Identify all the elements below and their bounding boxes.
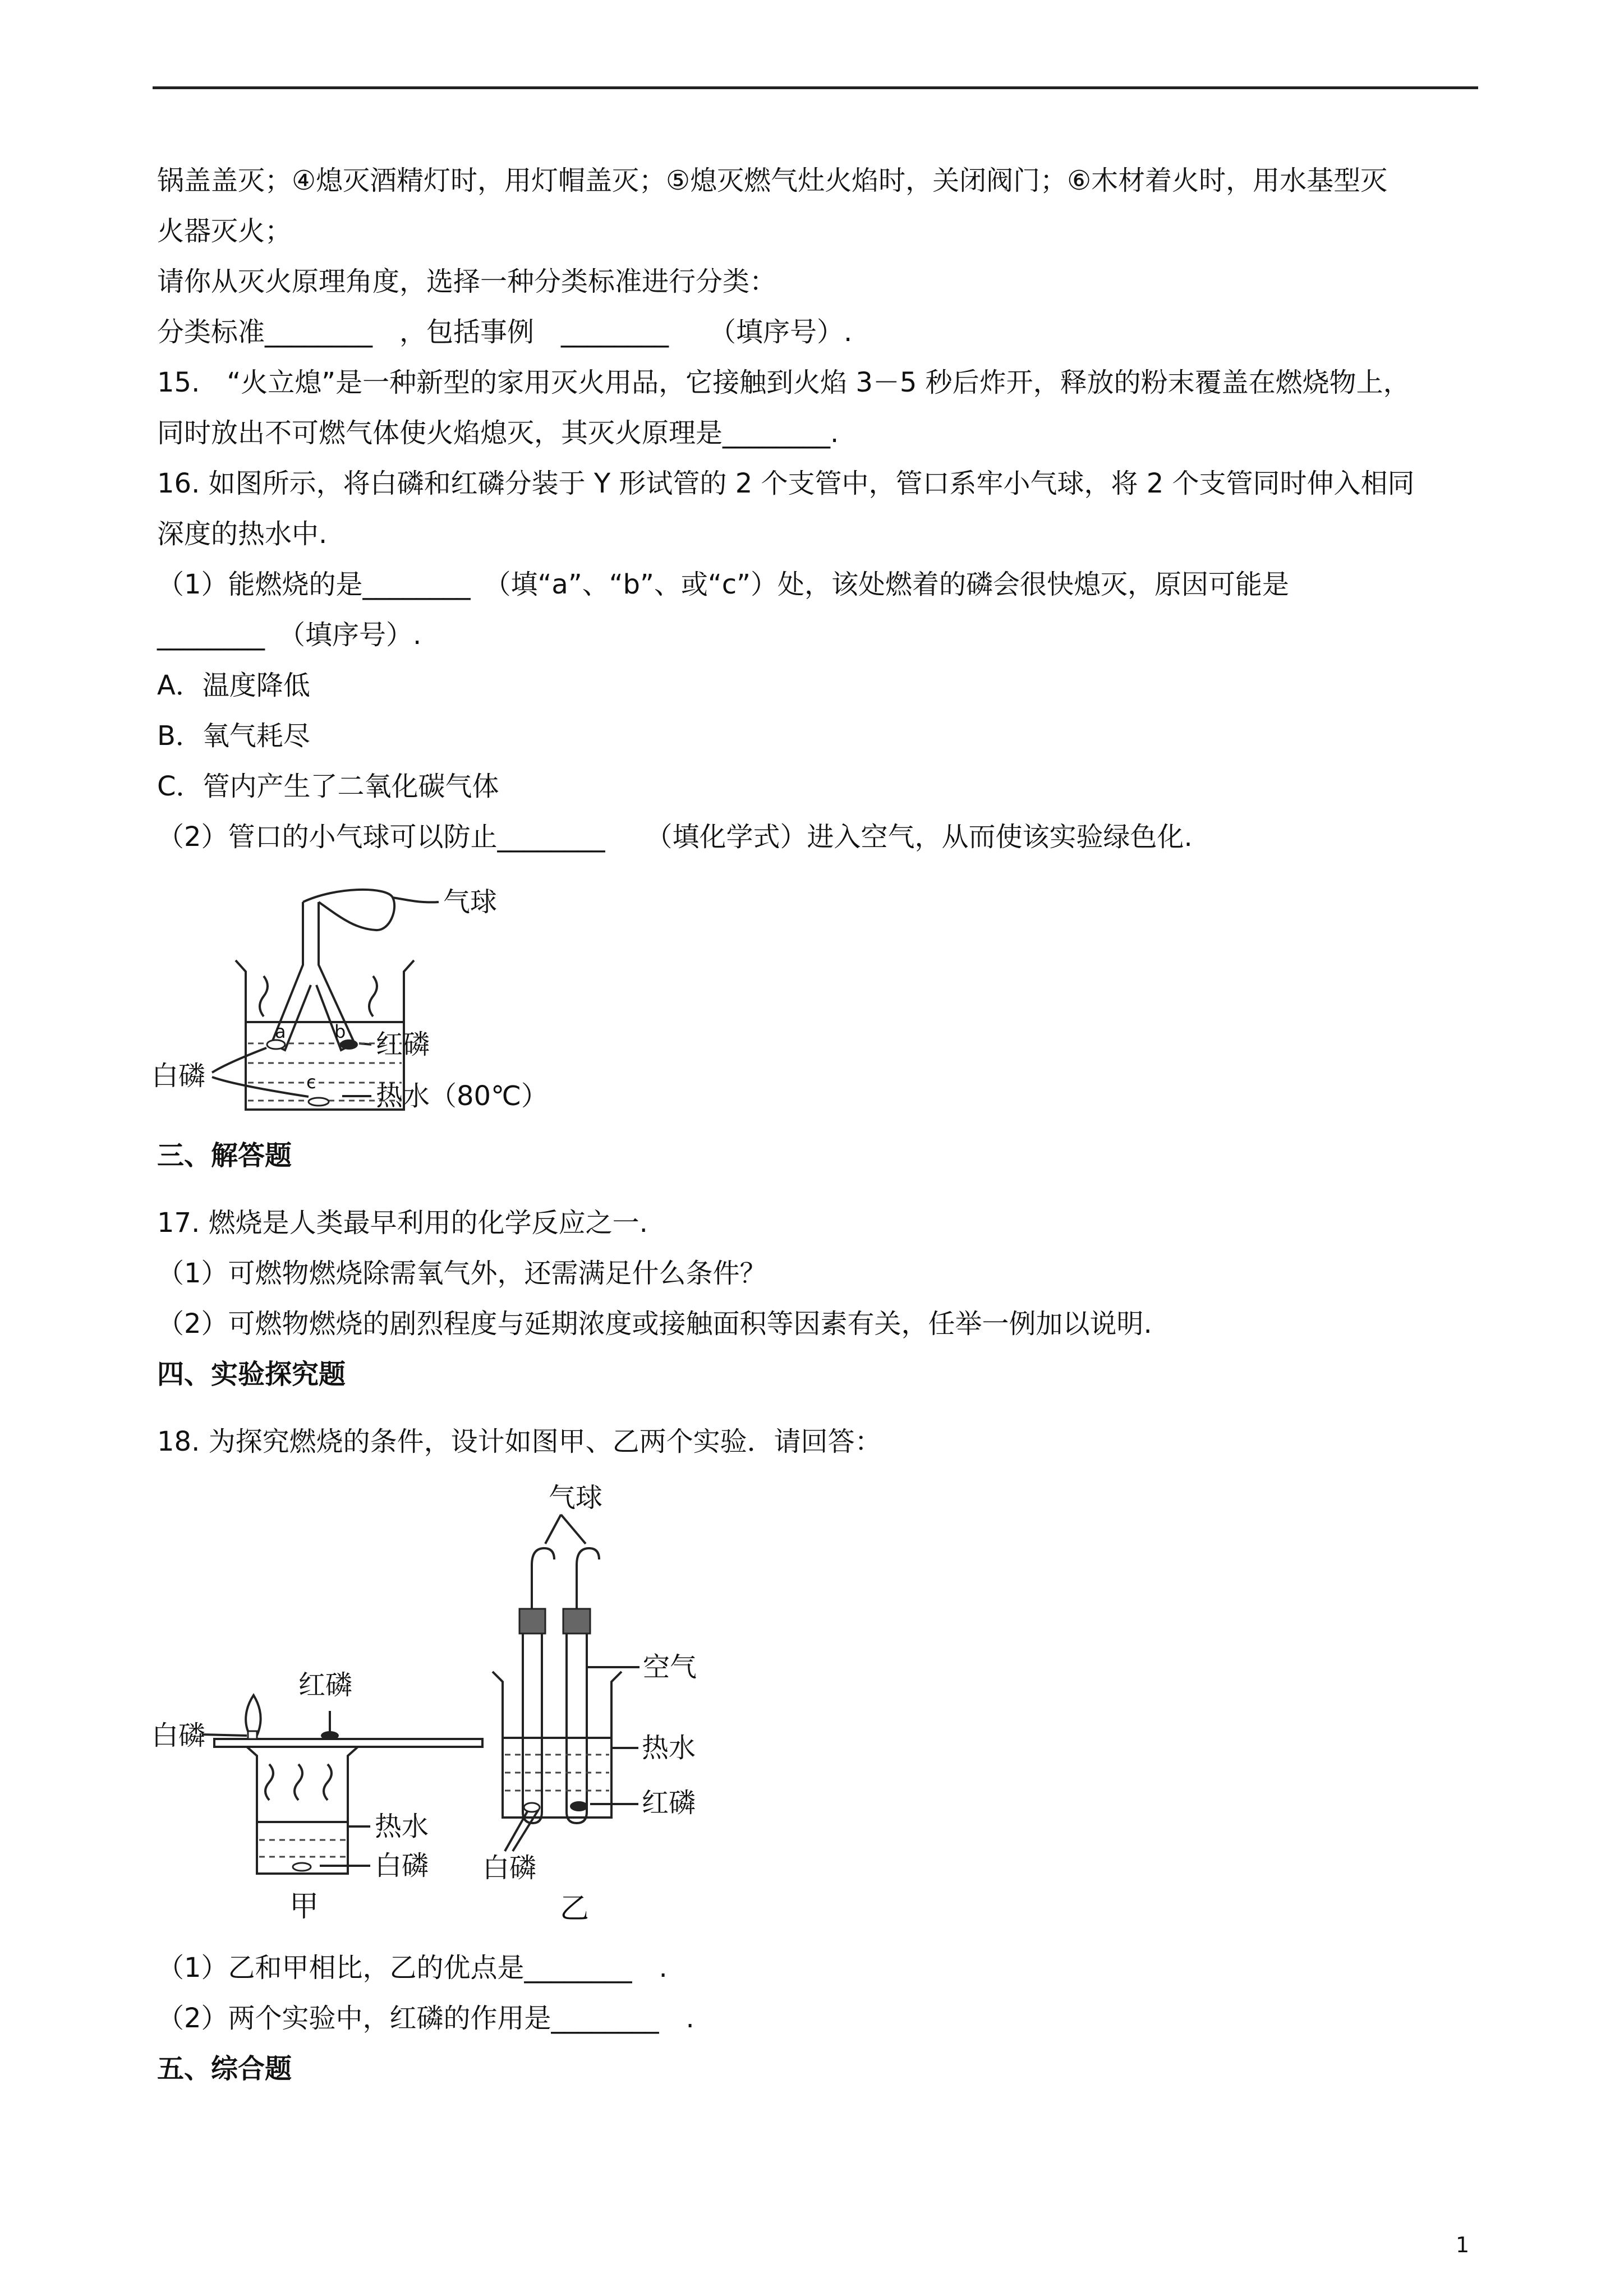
label-a: a <box>275 1021 286 1042</box>
label-white-phosphorus: 白磷 <box>482 1852 537 1884</box>
question-15: 15. “火立熄”是一种新型的家用灭火用品，它接触到火焰 3－5 秒后炸开，释放的粉末覆盖在燃烧物上， <box>157 367 1410 398</box>
text-line: 请你从灭火原理角度，选择一种分类标准进行分类： <box>157 266 777 297</box>
text-line: ________ （填序号）. <box>157 619 422 651</box>
y-tube-figure <box>151 875 589 1122</box>
option-a: A．温度降低 <box>157 670 310 701</box>
text-line: 火器灭火； <box>157 215 292 247</box>
label-hot-water: 热水 <box>642 1732 696 1764</box>
question-18: 18. 为探究燃烧的条件，设计如图甲、乙两个实验．请回答： <box>157 1426 882 1457</box>
label-red-phosphorus: 红磷 <box>298 1669 353 1701</box>
label-hot-water: 热水（80℃） <box>376 1080 548 1112</box>
question-17: 17. 燃烧是人类最早利用的化学反应之一. <box>157 1207 648 1239</box>
option-b: B．氧气耗尽 <box>157 720 310 752</box>
label-white-phosphorus: 白磷 <box>151 1060 206 1092</box>
section-4-heading: 四、实验探究题 <box>157 1359 346 1390</box>
label-white-phosphorus: 白磷 <box>375 1850 429 1881</box>
label-hot-water: 热水 <box>375 1811 429 1842</box>
label-balloon: 气球 <box>443 886 498 918</box>
text-line: 深度的热水中. <box>157 518 328 550</box>
label-b: b <box>334 1021 346 1042</box>
question-16: 16. 如图所示，将白磷和红磷分装于 Y 形试管的 2 个支管中，管口系牢小气球，将 2 个支管同时伸入相同 <box>157 468 1415 499</box>
question-18-part-2: （2）两个实验中，红磷的作用是________ . <box>157 2003 694 2034</box>
text-line: 分类标准________ ，包括事例 ________ （填序号）. <box>157 316 853 348</box>
text-line: （2）管口的小气球可以防止________ （填化学式）进入空气，从而使该实验绿色化. <box>157 821 1193 853</box>
label-balloon: 气球 <box>549 1482 603 1513</box>
section-5-heading: 五、综合题 <box>157 2053 292 2085</box>
label-red-phosphorus: 红磷 <box>376 1029 430 1060</box>
experiment-jia-figure <box>151 1644 499 1924</box>
section-3-heading: 三、解答题 <box>157 1140 292 1171</box>
experiment-yi-figure <box>482 1481 797 1930</box>
text-line: （2）可燃物燃烧的剧烈程度与延期浓度或接触面积等因素有关，任举一例加以说明. <box>157 1308 1152 1340</box>
text-line: （1）能燃烧的是________ （填“a”、“b”、或“c”）处，该处燃着的磷会很快熄灭，原因可能是 <box>157 569 1290 600</box>
question-18-part-1: （1）乙和甲相比，乙的优点是________ . <box>157 1952 668 1984</box>
page-number: 1 <box>1456 2233 1470 2257</box>
label-air: 空气 <box>643 1651 697 1683</box>
header-rule <box>153 86 1478 89</box>
option-c: C．管内产生了二氧化碳气体 <box>157 771 499 802</box>
figure-caption-jia: 甲 <box>289 1890 319 1924</box>
label-c: c <box>306 1071 316 1093</box>
text-line: 锅盖盖灭；④熄灭酒精灯时，用灯帽盖灭；⑤熄灭燃气灶火焰时，关闭阀门；⑥木材着火时，用水基型灭 <box>157 165 1388 196</box>
label-red-phosphorus: 红磷 <box>642 1787 696 1819</box>
label-white-phosphorus: 白磷 <box>151 1720 206 1751</box>
text-line: （1）可燃物燃烧除需氧气外，还需满足什么条件？ <box>157 1258 767 1289</box>
figure-caption-yi: 乙 <box>560 1892 590 1926</box>
text-line: 同时放出不可燃气体使火焰熄灭，其灭火原理是________. <box>157 417 839 449</box>
